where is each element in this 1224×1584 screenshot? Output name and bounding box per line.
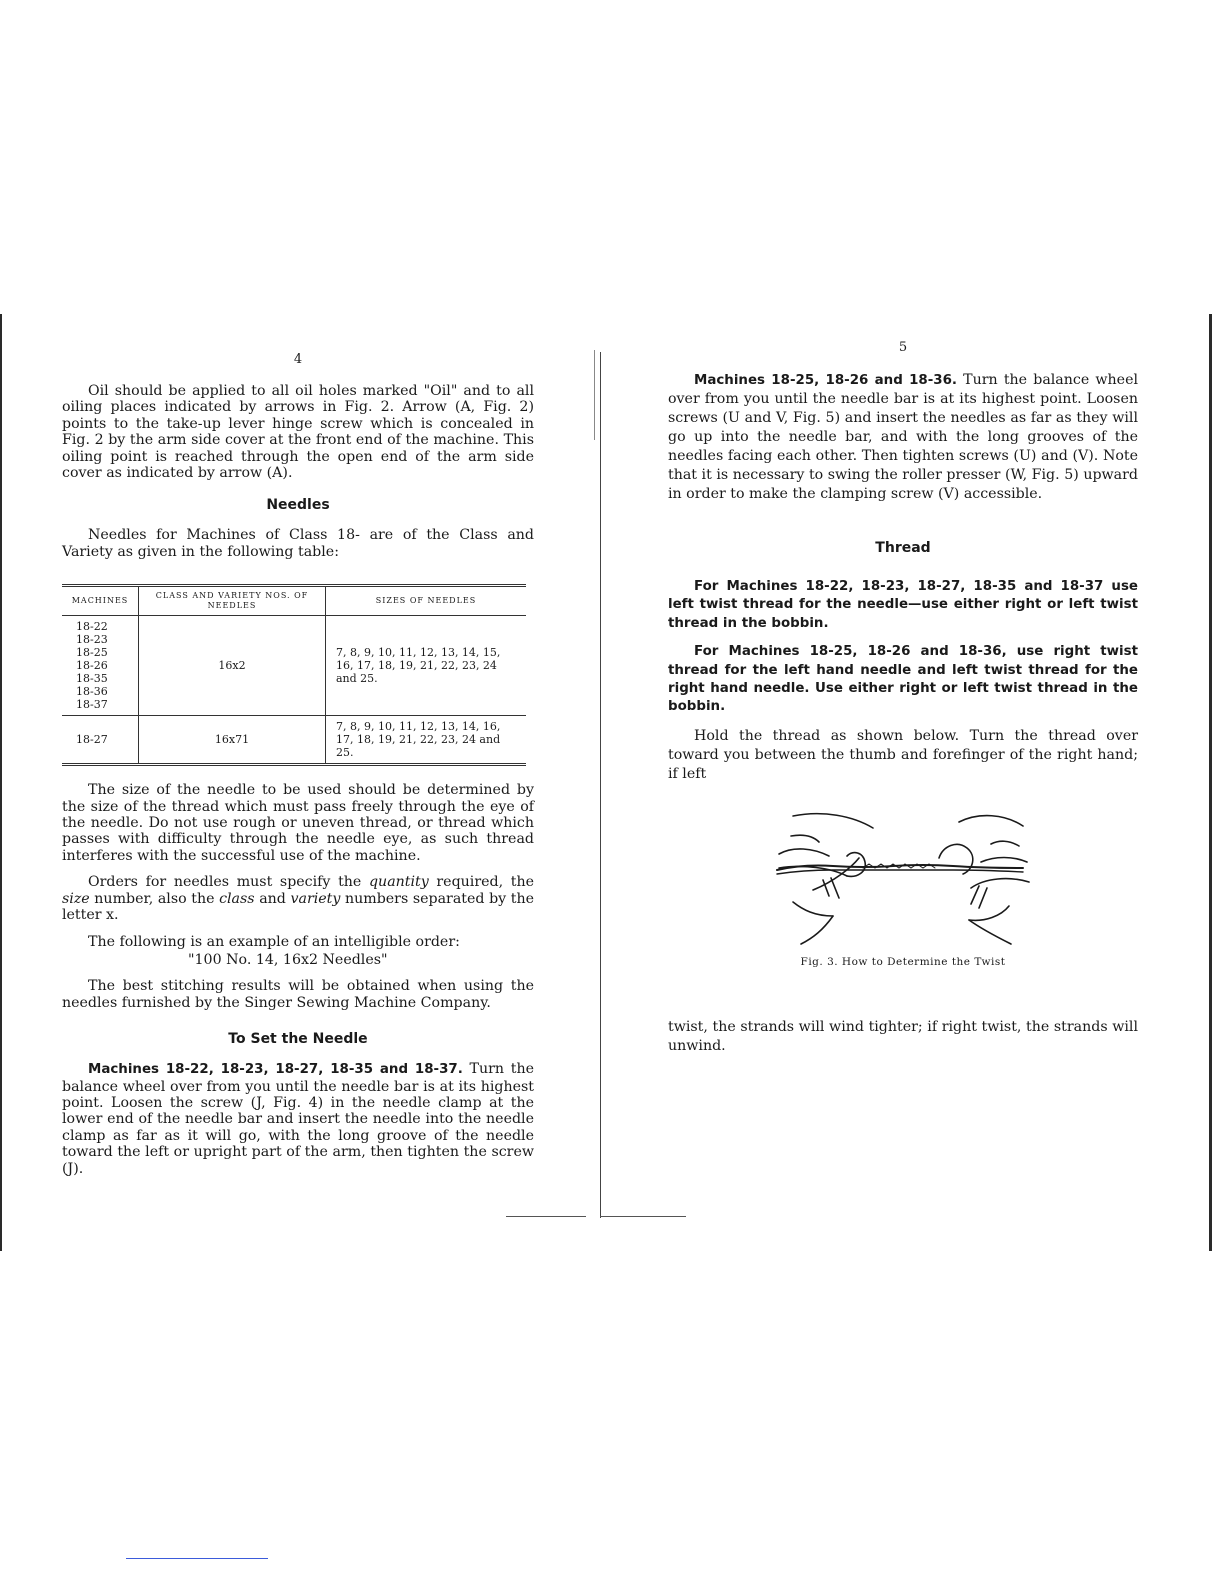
machine-number: 18-22: [76, 620, 108, 634]
page-number: 5: [898, 340, 908, 355]
sizes-cell: 7, 8, 9, 10, 11, 12, 13, 14, 16, 17, 18, 19, 21, 22, 23, 24 and 25.: [326, 716, 527, 765]
sizes-cell: 7, 8, 9, 10, 11, 12, 13, 14, 15, 16, 17, 18, 19, 21, 22, 23, 24 and 25.: [326, 616, 527, 716]
class-term: class: [219, 890, 255, 907]
thread-rule-2: For Machines 18-25, 18-26 and 18-36, use right twist thread for the left hand needle and left twist thread for the right hand needle. Use either right or left twist thread in the bobbin.: [668, 644, 1138, 715]
page-number: 4: [293, 352, 303, 367]
table-row: [62, 616, 526, 716]
machine-number: 18-27: [76, 733, 108, 747]
page-gutter: [600, 352, 601, 1218]
size-paragraph: The size of the needle to be used should be determined by the size of the thread which must pass freely through the eye of the needle. Do not use rough or uneven thread, or thread which passes with difficulty through the needle eye, as such thread interferes with the successful use of the machine.: [62, 782, 534, 864]
machines-cell: [62, 616, 139, 716]
machine-number: 18-23: [76, 633, 108, 647]
needles-intro: Needles for Machines of Class 18- are of the Class and Variety as given in the following table:: [62, 527, 534, 560]
scan-edge-left: [0, 314, 2, 1251]
twist-illustration: [773, 806, 1033, 946]
figure-3: [668, 806, 1138, 968]
oil-paragraph: Oil should be applied to all oil holes marked "Oil" and to all oiling places indicated by arrows in Fig. 2. Arrow (A, Fig. 2) points to the take-up lever hinge screw which is concealed in Fig. 2 by the arm side cover at the front end of the machine. This oiling point is reached through the open end of the arm side cover as indicated by arrow (A).: [62, 383, 534, 482]
machine-number: 18-35: [76, 672, 108, 686]
table-header-class: CLASS AND VARIETY NOS. OF NEEDLES: [139, 586, 326, 616]
thread-rule-1: For Machines 18-22, 18-23, 18-27, 18-35 and 18-37 use left twist thread for the needle—use either right or left twist thread in the bobbin.: [668, 579, 1138, 631]
set-needle-heading: To Set the Needle: [228, 1031, 368, 1048]
orders-text: Orders for needles must specify the: [88, 874, 369, 891]
machines-cell: [62, 716, 139, 765]
example-intro: The following is an example of an intelligible order:: [88, 933, 460, 950]
machines-text: Turn the balance wheel over from you until the needle bar is at its highest point. Loosen screws (U and V, Fig. 5) and insert the needles as far as they will go up into the needle bar, and with the long grooves of the needles facing each other. Then tighten screws (U) and (V). Note that it is necessary to swing the roller presser (W, Fig. 5) upward in order to make the clamping screw (V) accessible.: [668, 372, 1139, 502]
machines-paragraph: [668, 371, 1138, 504]
continuation-paragraph: twist, the strands will wind tighter; if right twist, the strands will unwind.: [668, 1018, 1138, 1054]
orders-text: number, also the: [89, 890, 220, 907]
bottom-rule-right: [600, 1216, 686, 1217]
table-row: [62, 716, 526, 765]
set-needle-machines: Machines 18-22, 18-23, 18-27, 18-35 and 18-37.: [88, 1062, 463, 1078]
orders-text: required, the: [428, 874, 534, 891]
class-cell: 16x2: [139, 616, 326, 716]
orders-text: and: [254, 890, 291, 907]
right-page: [668, 340, 1138, 1066]
orders-paragraph: [62, 874, 534, 923]
footer-link-underline[interactable]: [126, 1558, 268, 1559]
table-header-machines: MACHINES: [62, 586, 139, 616]
class-cell: 16x71: [139, 716, 326, 765]
needle-table: [62, 584, 526, 766]
variety-term: variety: [290, 890, 341, 907]
gutter-mark: [594, 350, 595, 440]
figure-caption: Fig. 3. How to Determine the Twist: [800, 955, 1006, 968]
machine-number: 18-26: [76, 659, 108, 673]
hold-paragraph: Hold the thread as shown below. Turn the thread over toward you between the thumb and forefinger of the right hand; if left: [668, 727, 1138, 782]
machine-number: 18-36: [76, 685, 108, 699]
machine-number: 18-37: [76, 698, 108, 712]
machines-bold: Machines 18-25, 18-26 and 18-36.: [694, 373, 958, 388]
scan-edge-right: [1209, 314, 1212, 1251]
orders-text: numbers separated by the letter x.: [62, 890, 534, 924]
example-order: "100 No. 14, 16x2 Needles": [188, 951, 388, 968]
machine-number: 18-25: [76, 646, 108, 660]
quantity-term: quantity: [368, 874, 429, 891]
size-term: size: [62, 890, 90, 907]
thread-heading: Thread: [875, 540, 931, 556]
set-needle-text: Turn the balance wheel over from you until the needle bar is at its highest point. Loosen the screw (J, Fig. 4) in the needle clamp at the lower end of the needle bar and insert the needle into the needle clamp as far as it will go, with the long groove of the needle toward the left or upright part of the arm, then tighten the screw (J).: [62, 1061, 534, 1177]
table-header-sizes: SIZES OF NEEDLES: [326, 586, 527, 616]
bottom-rule-left: [506, 1216, 586, 1217]
needles-heading: Needles: [266, 497, 330, 514]
left-page: [62, 352, 534, 1187]
set-needle-paragraph: [62, 1061, 534, 1177]
best-results-paragraph: The best stitching results will be obtained when using the needles furnished by the Singer Sewing Machine Company.: [62, 978, 534, 1011]
